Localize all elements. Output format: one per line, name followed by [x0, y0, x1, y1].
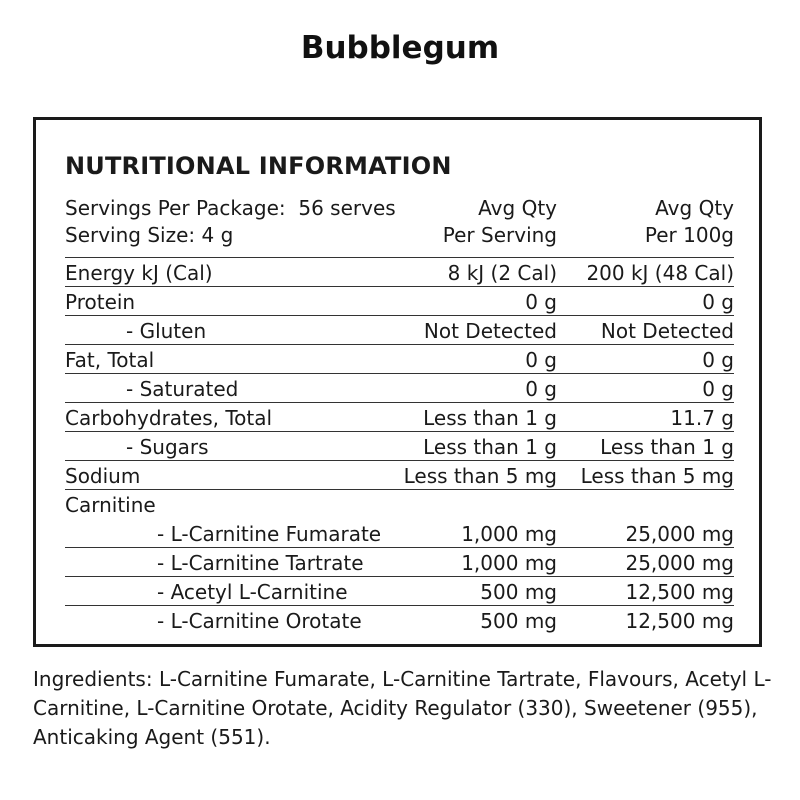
- row-per-serving: 8 kJ (2 Cal): [447, 261, 557, 285]
- row-label: Carnitine: [65, 493, 156, 517]
- row-label: - Saturated: [126, 377, 239, 401]
- nutrition-table: [36, 120, 759, 644]
- row-per-100g: Less than 5 mg: [580, 464, 734, 488]
- row-label: - L-Carnitine Tartrate: [157, 551, 364, 575]
- table-row: [36, 374, 759, 403]
- row-per-serving: 1,000 mg: [461, 522, 557, 546]
- table-row: [36, 432, 759, 461]
- col1-line2: Per Serving: [442, 223, 557, 247]
- servings-per-package: Servings Per Package: 56 serves: [65, 196, 396, 220]
- row-per-100g: 25,000 mg: [625, 551, 734, 575]
- row-per-100g: 0 g: [702, 290, 734, 314]
- table-row: [36, 461, 759, 490]
- row-label: - Sugars: [126, 435, 209, 459]
- row-per-100g: 11.7 g: [670, 406, 734, 430]
- table-row: [36, 548, 759, 577]
- table-row: [36, 316, 759, 345]
- row-per-serving: Less than 1 g: [423, 406, 557, 430]
- row-per-100g: 0 g: [702, 348, 734, 372]
- row-per-100g: Not Detected: [600, 319, 734, 343]
- table-row: [36, 258, 759, 287]
- row-per-serving: Less than 5 mg: [403, 464, 557, 488]
- table-row: [36, 403, 759, 432]
- table-row: [36, 490, 759, 519]
- row-per-serving: 500 mg: [480, 609, 557, 633]
- row-per-serving: 0 g: [525, 290, 557, 314]
- row-label: Carbohydrates, Total: [65, 406, 273, 430]
- row-per-serving: 0 g: [525, 377, 557, 401]
- row-label: - L-Carnitine Fumarate: [157, 522, 382, 546]
- row-per-serving: 1,000 mg: [461, 551, 557, 575]
- row-per-serving: 0 g: [525, 348, 557, 372]
- row-per-100g: 12,500 mg: [625, 609, 734, 633]
- product-title: Bubblegum: [300, 30, 500, 66]
- ingredients-text: Ingredients: L-Carnitine Fumarate, L-Carnitine Tartrate, Flavours, Acetyl L-Carnitine, L-Carnitine Orotate, Acidity Regulator (330), Sweetener (955), Anticaking Agent (551).: [33, 667, 772, 749]
- row-per-100g: 25,000 mg: [625, 522, 734, 546]
- col2-line2: Per 100g: [644, 223, 734, 247]
- table-row: [36, 606, 759, 635]
- table-row: [36, 519, 759, 548]
- row-per-100g: 200 kJ (48 Cal): [586, 261, 734, 285]
- row-label: Sodium: [65, 464, 141, 488]
- table-row: [36, 287, 759, 316]
- nutrition-panel: [33, 117, 762, 647]
- panel-heading: NUTRITIONAL INFORMATION: [65, 152, 452, 180]
- row-label: Protein: [65, 290, 136, 314]
- row-label: - L-Carnitine Orotate: [157, 609, 362, 633]
- row-per-serving: Less than 1 g: [423, 435, 557, 459]
- table-row: [36, 577, 759, 606]
- table-row: [36, 345, 759, 374]
- row-per-serving: Not Detected: [423, 319, 557, 343]
- row-label: Fat, Total: [65, 348, 155, 372]
- col2-line1: Avg Qty: [655, 196, 734, 220]
- row-label: - Acetyl L-Carnitine: [157, 580, 348, 604]
- row-label: - Gluten: [126, 319, 207, 343]
- row-per-100g: 0 g: [702, 377, 734, 401]
- row-per-100g: 12,500 mg: [625, 580, 734, 604]
- col1-line1: Avg Qty: [478, 196, 557, 220]
- serving-size: Serving Size: 4 g: [65, 223, 234, 247]
- row-per-serving: 500 mg: [480, 580, 557, 604]
- row-per-100g: Less than 1 g: [600, 435, 734, 459]
- row-label: Energy kJ (Cal): [65, 261, 213, 285]
